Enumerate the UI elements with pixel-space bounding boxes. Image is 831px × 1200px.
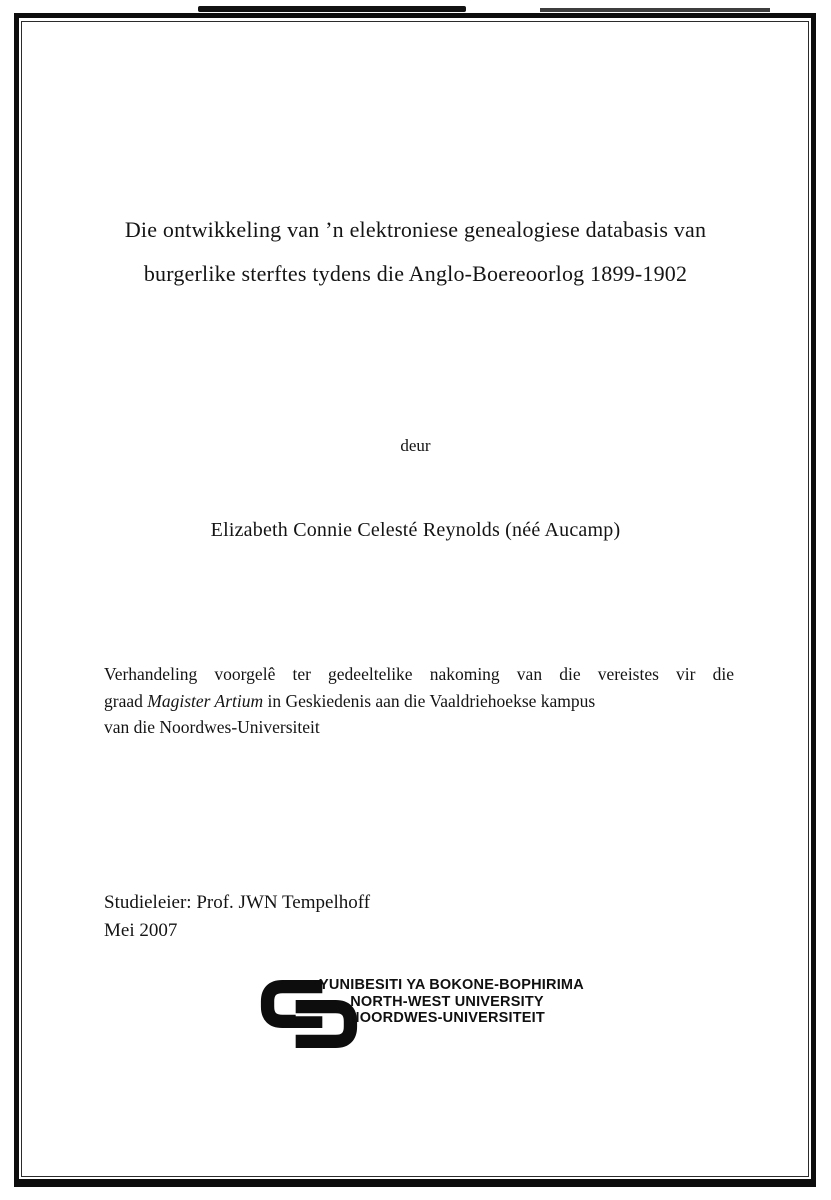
scan-artifact — [540, 8, 770, 12]
supervisor-block — [104, 889, 370, 944]
submission-line-3: van die Noordwes-Universiteit — [104, 717, 320, 737]
university-logo — [257, 975, 587, 1055]
university-logo-wordmark — [319, 977, 584, 1027]
scan-artifact — [198, 6, 466, 12]
submission-line-2-prefix: graad — [104, 690, 148, 711]
submission-line-2 — [104, 688, 734, 715]
submission-line-1: Verhandeling voorgelê ter gedeeltelike nakoming van die vereistes vir die — [104, 664, 734, 684]
submission-line-2-suffix: in Geskiedenis aan die Vaaldriehoekse kampus — [263, 690, 596, 711]
degree-name-italic: Magister Artium — [147, 690, 264, 711]
thesis-title-line2: burgerlike sterftes tydens die Anglo-Boereoorlog 1899-1902 — [143, 261, 688, 286]
logo-text-setswana: YUNIBESITI YA BOKONE-BOPHIRIMA — [319, 977, 584, 993]
logo-text-afrikaans: NOORDWES-UNIVERSITEIT — [349, 1010, 545, 1026]
submission-statement — [104, 661, 734, 741]
date-line: Mei 2007 — [104, 919, 178, 941]
supervisor-line: Studieleier: Prof. JWN Tempelhoff — [104, 892, 371, 913]
thesis-title-line1: Die ontwikkeling van ’n elektroniese genealogiese databasis van — [124, 217, 707, 242]
logo-text-english: NORTH-WEST UNIVERSITY — [350, 993, 544, 1010]
author-name: Elizabeth Connie Celesté Reynolds (néé Aucamp) — [210, 519, 621, 541]
thesis-title — [40, 208, 791, 296]
byline-label: deur — [400, 436, 431, 455]
